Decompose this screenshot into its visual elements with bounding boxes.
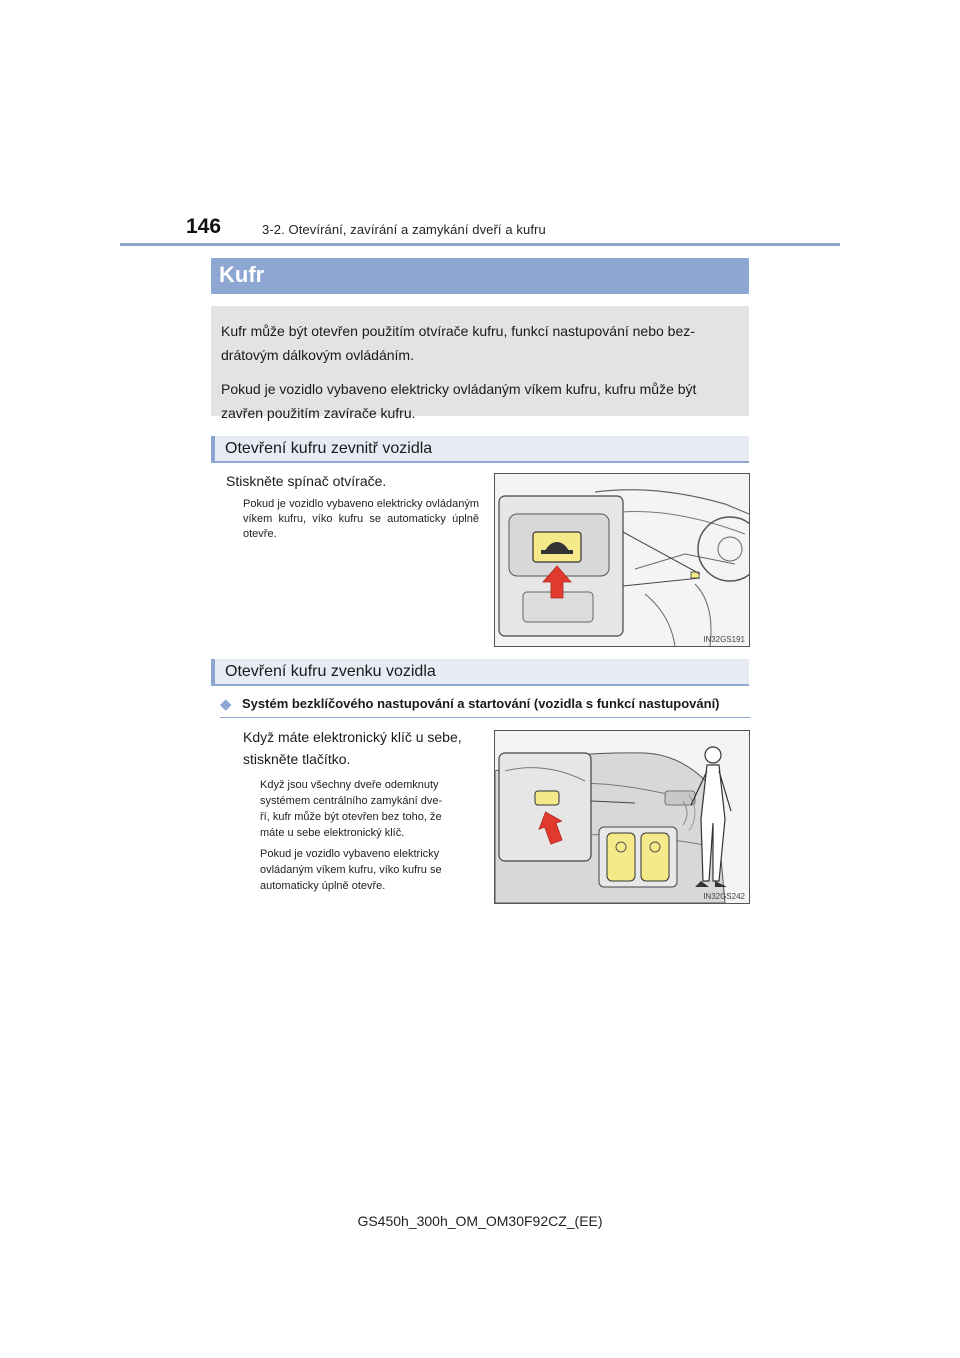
intro-paragraph-1: Kufr může být otevřen použitím otvírače kufru, funkcí nastupování nebo bez-drátovým dálkovým ovládáním. [221,323,695,363]
section-path: 3-2. Otevírání, zavírání a zamykání dveří a kufru [262,222,546,237]
note-outside-1-l1: Když jsou všechny dveře odemknuty [260,779,439,791]
section-heading-outside [211,659,749,686]
key-fob-icon [607,833,635,881]
page-title: Kufr [219,262,265,287]
diamond-icon: ◆ [220,696,232,713]
trunk-button-icon [535,791,559,805]
figure-code: IN32GS242 [703,892,745,901]
step-press-button-line1: Když máte elektronický klíč u sebe, [243,729,462,745]
note-inside: Pokud je vozidlo vybaveno elektricky ovládaným víkem kufru, víko kufru se automaticky úplně otevře. [243,498,479,540]
note-outside-2-l1: Pokud je vozidlo vybaveno elektricky [260,848,440,860]
header-rule [120,243,840,246]
step-press-button-line2: stiskněte tlačítko. [243,751,351,767]
heading-accent [211,659,215,684]
title-bar [211,258,749,294]
intro-box [211,306,749,421]
heading-accent [211,436,215,461]
figure-exterior-trunk [494,730,750,904]
key-fob-icon [641,833,669,881]
subheading-keyless-text: Systém bezklíčového nastupování a startování (vozidla s funkcí nastupování) [242,696,720,711]
interior-illustration [495,474,749,646]
note-outside-1-l2: systémem centrálního zamykání dve- [260,795,443,807]
note-outside-2-l3: automaticky úplně otevře. [260,880,386,892]
section-heading-inside-text: Otevření kufru zevnitř vozidla [225,440,433,457]
section-heading-inside [211,436,749,463]
subheading-keyless [220,695,750,718]
footer-code: GS450h_300h_OM_OM30F92CZ_(EE) [357,1213,603,1229]
note-outside-2-l2: ovládaným víkem kufru, víko kufru se [260,864,442,876]
step-press-switch: Stiskněte spínač otvírače. [226,473,387,489]
section-heading-outside-text: Otevření kufru zvenku vozidla [225,663,436,680]
note-outside-1-l4: máte u sebe elektronický klíč. [260,827,405,839]
intro-paragraph-2: Pokud je vozidlo vybaveno elektricky ovládaným víkem kufru, kufru může být zavřen použitím zavírače kufru. [221,381,697,421]
figure-interior-opener [494,473,750,647]
exterior-illustration [495,731,749,903]
page-number: 146 [186,215,222,238]
figure-code: IN32GS191 [703,635,745,644]
note-outside-1-l3: ří, kufr může být otevřen bez toho, že [260,811,442,823]
